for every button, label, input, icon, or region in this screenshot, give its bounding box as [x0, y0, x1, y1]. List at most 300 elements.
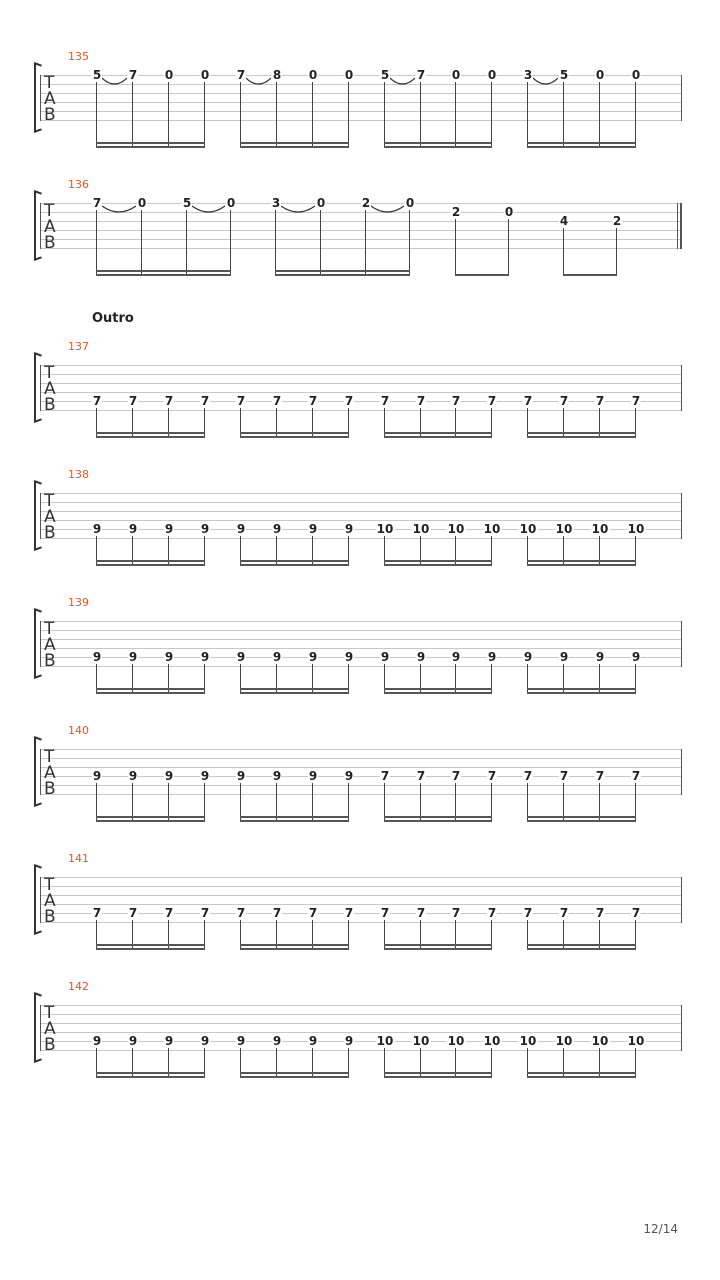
fret-number: 0: [595, 68, 605, 82]
staff-line: [40, 248, 681, 249]
beam-secondary: [527, 816, 636, 818]
beam-secondary: [384, 142, 492, 144]
barline-start: [40, 749, 41, 795]
beam-secondary: [240, 432, 349, 434]
barline-end: [681, 749, 682, 795]
tab-clef-letter: T: [44, 875, 55, 895]
staff-line: [40, 230, 681, 231]
fret-number: 10: [519, 522, 537, 536]
fret-number: 0: [405, 196, 415, 210]
fret-number: 7: [272, 906, 282, 920]
staff-line: [40, 758, 681, 759]
fret-number: 10: [376, 1034, 394, 1048]
fret-number: 10: [447, 1034, 465, 1048]
note-stem: [240, 783, 241, 820]
fret-number: 9: [272, 769, 282, 783]
fret-number: 3: [523, 68, 533, 82]
staff-line: [40, 93, 681, 94]
measure-number: 141: [68, 852, 89, 865]
fret-number: 7: [559, 769, 569, 783]
staff-line: [40, 502, 681, 503]
beam-secondary: [96, 816, 205, 818]
staff-line: [40, 221, 681, 222]
note-stem: [420, 783, 421, 820]
beam: [240, 948, 349, 950]
barline-end: [681, 365, 682, 411]
beam-secondary: [527, 560, 636, 562]
note-stem: [320, 210, 321, 274]
beam: [384, 146, 492, 148]
fret-number: 10: [519, 1034, 537, 1048]
fret-number: 7: [200, 906, 210, 920]
beam: [384, 1076, 492, 1078]
tab-clef-letter: B: [44, 779, 56, 799]
tab-clef-letter: T: [44, 619, 55, 639]
staff-line: [40, 1014, 681, 1015]
fret-number: 5: [559, 68, 569, 82]
barline-start: [40, 1005, 41, 1051]
note-stem: [96, 783, 97, 820]
note-stem: [168, 82, 169, 146]
fret-number: 9: [416, 650, 426, 664]
fret-number: 7: [523, 906, 533, 920]
fret-number: 0: [316, 196, 326, 210]
fret-number: 2: [612, 214, 622, 228]
fret-number: 7: [236, 68, 246, 82]
tie-slur: [192, 204, 225, 216]
tab-system: [0, 340, 720, 440]
tab-clef-letter: B: [44, 105, 56, 125]
note-stem: [348, 82, 349, 146]
fret-number: 9: [200, 522, 210, 536]
beam-secondary: [527, 142, 636, 144]
note-stem: [365, 210, 366, 274]
fret-number: 10: [447, 522, 465, 536]
fret-number: 7: [128, 394, 138, 408]
fret-number: 9: [523, 650, 533, 664]
fret-number: 3: [271, 196, 281, 210]
staff-line: [40, 493, 681, 494]
fret-number: 9: [380, 650, 390, 664]
beam-secondary: [240, 816, 349, 818]
fret-number: 5: [182, 196, 192, 210]
beam-secondary: [384, 560, 492, 562]
fret-number: 7: [631, 394, 641, 408]
fret-number: 9: [128, 1034, 138, 1048]
fret-number: 7: [380, 769, 390, 783]
note-stem: [616, 228, 617, 274]
fret-number: 9: [200, 1034, 210, 1048]
barline-end: [681, 1005, 682, 1051]
staff-line: [40, 538, 681, 539]
measure-number: 139: [68, 596, 89, 609]
staff-bracket: [34, 191, 44, 260]
beam: [240, 146, 349, 148]
tab-clef-letter: B: [44, 1035, 56, 1055]
note-stem: [96, 82, 97, 146]
note-stem: [455, 219, 456, 274]
fret-number: 7: [523, 769, 533, 783]
beam-secondary: [240, 142, 349, 144]
beam-secondary: [96, 142, 205, 144]
note-stem: [204, 82, 205, 146]
fret-number: 9: [559, 650, 569, 664]
fret-number: 9: [236, 769, 246, 783]
fret-number: 7: [380, 394, 390, 408]
fret-number: 7: [344, 906, 354, 920]
measure-number: 138: [68, 468, 89, 481]
fret-number: 0: [164, 68, 174, 82]
beam: [384, 948, 492, 950]
beam-secondary: [96, 560, 205, 562]
fret-number: 7: [451, 769, 461, 783]
note-stem: [491, 783, 492, 820]
barline-start: [40, 75, 41, 121]
fret-number: 7: [451, 906, 461, 920]
staff-line: [40, 1005, 681, 1006]
tab-clef-letter: B: [44, 523, 56, 543]
staff-line: [40, 1032, 681, 1033]
fret-number: 9: [236, 1034, 246, 1048]
beam: [527, 146, 636, 148]
fret-number: 9: [128, 769, 138, 783]
fret-number: 9: [92, 1034, 102, 1048]
beam-secondary: [527, 944, 636, 946]
fret-number: 9: [236, 522, 246, 536]
beam: [240, 564, 349, 566]
note-stem: [275, 210, 276, 274]
note-stem: [240, 82, 241, 146]
fret-number: 7: [487, 769, 497, 783]
barline-start: [40, 203, 41, 249]
tab-clef-letter: B: [44, 651, 56, 671]
fret-number: 10: [412, 1034, 430, 1048]
beam: [96, 948, 205, 950]
measure-number: 135: [68, 50, 89, 63]
beam: [384, 436, 492, 438]
fret-number: 0: [487, 68, 497, 82]
fret-number: 0: [226, 196, 236, 210]
note-stem: [563, 228, 564, 274]
beam: [455, 274, 509, 276]
tab-system: [0, 852, 720, 952]
tab-system: [0, 178, 720, 278]
beam: [527, 820, 636, 822]
staff-line: [40, 120, 681, 121]
beam: [96, 692, 205, 694]
fret-number: 7: [631, 906, 641, 920]
barline-start: [40, 621, 41, 667]
tab-system: [0, 724, 720, 824]
staff-line: [40, 111, 681, 112]
fret-number: 9: [128, 650, 138, 664]
tab-clef-letter: A: [44, 507, 56, 527]
fret-number: 7: [559, 394, 569, 408]
fret-number: 10: [555, 1034, 573, 1048]
fret-number: 7: [487, 394, 497, 408]
fret-number: 9: [595, 650, 605, 664]
fret-number: 9: [451, 650, 461, 664]
staff-line: [40, 383, 681, 384]
fret-number: 7: [128, 906, 138, 920]
fret-number: 9: [344, 1034, 354, 1048]
staff-line: [40, 410, 681, 411]
tab-clef-letter: T: [44, 1003, 55, 1023]
fret-number: 7: [308, 394, 318, 408]
beam-secondary: [384, 1072, 492, 1074]
fret-number: 9: [344, 522, 354, 536]
fret-number: 7: [595, 769, 605, 783]
fret-number: 0: [631, 68, 641, 82]
fret-number: 0: [308, 68, 318, 82]
note-stem: [132, 82, 133, 146]
tab-clef-letter: A: [44, 891, 56, 911]
note-stem: [312, 783, 313, 820]
beam-secondary: [384, 432, 492, 434]
barline-final-thick: [680, 203, 682, 249]
barline-start: [40, 365, 41, 411]
fret-number: 7: [595, 394, 605, 408]
fret-number: 9: [92, 769, 102, 783]
fret-number: 9: [92, 522, 102, 536]
section-label-outro: Outro: [92, 311, 134, 326]
fret-number: 7: [416, 769, 426, 783]
fret-number: 0: [451, 68, 461, 82]
tab-system: [0, 50, 720, 150]
fret-number: 7: [92, 906, 102, 920]
fret-number: 10: [591, 522, 609, 536]
beam: [240, 436, 349, 438]
fret-number: 9: [236, 650, 246, 664]
fret-number: 7: [451, 394, 461, 408]
fret-number: 9: [308, 769, 318, 783]
fret-number: 7: [200, 394, 210, 408]
fret-number: 8: [272, 68, 282, 82]
tab-clef-letter: A: [44, 217, 56, 237]
tab-system: [0, 596, 720, 696]
staff-bracket: [34, 993, 44, 1062]
note-stem: [141, 210, 142, 274]
fret-number: 9: [344, 769, 354, 783]
note-stem: [132, 783, 133, 820]
fret-number: 9: [344, 650, 354, 664]
tie-slur: [246, 76, 271, 88]
fret-number: 5: [380, 68, 390, 82]
tab-clef-letter: T: [44, 747, 55, 767]
fret-number: 0: [504, 205, 514, 219]
note-stem: [455, 783, 456, 820]
beam-secondary: [384, 688, 492, 690]
tab-clef-letter: A: [44, 89, 56, 109]
fret-number: 2: [361, 196, 371, 210]
note-stem: [563, 783, 564, 820]
barline-end: [681, 75, 682, 121]
staff-bracket: [34, 353, 44, 422]
staff-line: [40, 648, 681, 649]
note-stem: [599, 82, 600, 146]
tie-slur: [281, 204, 315, 216]
beam-secondary: [527, 432, 636, 434]
fret-number: 7: [416, 394, 426, 408]
measure-number: 140: [68, 724, 89, 737]
staff-bracket: [34, 481, 44, 550]
note-stem: [276, 82, 277, 146]
note-stem: [384, 783, 385, 820]
fret-number: 10: [412, 522, 430, 536]
fret-number: 10: [555, 522, 573, 536]
note-stem: [96, 210, 97, 274]
staff-line: [40, 621, 681, 622]
staff-line: [40, 102, 681, 103]
beam: [563, 274, 617, 276]
staff-line: [40, 1023, 681, 1024]
fret-number: 9: [164, 522, 174, 536]
beam: [240, 1076, 349, 1078]
barline-start: [40, 493, 41, 539]
fret-number: 9: [487, 650, 497, 664]
tie-slur: [371, 204, 404, 216]
measure-number: 136: [68, 178, 89, 191]
staff-line: [40, 212, 681, 213]
tab-clef-letter: B: [44, 395, 56, 415]
tie-slur: [533, 76, 558, 88]
fret-number: 9: [164, 1034, 174, 1048]
fret-number: 0: [137, 196, 147, 210]
note-stem: [635, 783, 636, 820]
tab-clef-letter: A: [44, 763, 56, 783]
fret-number: 4: [559, 214, 569, 228]
tab-clef-letter: B: [44, 907, 56, 927]
fret-number: 9: [308, 650, 318, 664]
beam-secondary: [96, 944, 205, 946]
fret-number: 7: [308, 906, 318, 920]
beam: [240, 692, 349, 694]
note-stem: [527, 82, 528, 146]
fret-number: 10: [627, 1034, 645, 1048]
fret-number: 9: [164, 650, 174, 664]
beam: [527, 1076, 636, 1078]
fret-number: 0: [200, 68, 210, 82]
fret-number: 9: [272, 1034, 282, 1048]
note-stem: [168, 783, 169, 820]
fret-number: 7: [92, 394, 102, 408]
fret-number: 7: [236, 394, 246, 408]
beam-secondary: [96, 432, 205, 434]
beam: [527, 948, 636, 950]
fret-number: 7: [416, 906, 426, 920]
staff-line: [40, 666, 681, 667]
beam: [96, 274, 231, 276]
beam-secondary: [527, 688, 636, 690]
note-stem: [635, 82, 636, 146]
barline-end: [681, 877, 682, 923]
beam: [527, 436, 636, 438]
staff-line: [40, 239, 681, 240]
note-stem: [409, 210, 410, 274]
fret-number: 9: [200, 769, 210, 783]
beam: [96, 820, 205, 822]
beam-secondary: [240, 560, 349, 562]
beam: [527, 692, 636, 694]
tab-clef-letter: T: [44, 201, 55, 221]
note-stem: [348, 783, 349, 820]
fret-number: 7: [631, 769, 641, 783]
fret-number: 7: [344, 394, 354, 408]
beam-secondary: [384, 816, 492, 818]
fret-number: 5: [92, 68, 102, 82]
beam-secondary: [240, 688, 349, 690]
fret-number: 7: [416, 68, 426, 82]
fret-number: 10: [483, 1034, 501, 1048]
measure-number: 142: [68, 980, 89, 993]
fret-number: 7: [380, 906, 390, 920]
beam-secondary: [240, 944, 349, 946]
staff-line: [40, 785, 681, 786]
fret-number: 7: [92, 196, 102, 210]
beam: [96, 146, 205, 148]
tie-slur: [390, 76, 415, 88]
staff-line: [40, 895, 681, 896]
fret-number: 9: [308, 522, 318, 536]
staff-line: [40, 904, 681, 905]
beam: [275, 274, 410, 276]
fret-number: 0: [344, 68, 354, 82]
staff-line: [40, 630, 681, 631]
note-stem: [230, 210, 231, 274]
staff-line: [40, 511, 681, 512]
beam: [96, 1076, 205, 1078]
beam: [384, 564, 492, 566]
page-number: 12/14: [643, 1222, 678, 1236]
staff-line: [40, 639, 681, 640]
staff-bracket: [34, 737, 44, 806]
fret-number: 9: [308, 1034, 318, 1048]
note-stem: [508, 219, 509, 274]
tab-clef-letter: T: [44, 73, 55, 93]
fret-number: 9: [272, 650, 282, 664]
note-stem: [276, 783, 277, 820]
note-stem: [186, 210, 187, 274]
tab-clef-letter: A: [44, 1019, 56, 1039]
note-stem: [204, 783, 205, 820]
beam: [384, 692, 492, 694]
fret-number: 7: [164, 906, 174, 920]
fret-number: 9: [164, 769, 174, 783]
staff-line: [40, 374, 681, 375]
beam: [527, 564, 636, 566]
staff-line: [40, 365, 681, 366]
fret-number: 10: [483, 522, 501, 536]
fret-number: 9: [200, 650, 210, 664]
measure-number: 137: [68, 340, 89, 353]
beam-secondary: [384, 944, 492, 946]
fret-number: 7: [272, 394, 282, 408]
fret-number: 9: [631, 650, 641, 664]
fret-number: 7: [128, 68, 138, 82]
beam: [384, 820, 492, 822]
staff-line: [40, 922, 681, 923]
beam: [96, 564, 205, 566]
fret-number: 7: [523, 394, 533, 408]
barline-start: [40, 877, 41, 923]
staff-line: [40, 877, 681, 878]
beam-secondary: [527, 1072, 636, 1074]
tab-clef-letter: T: [44, 363, 55, 383]
fret-number: 10: [376, 522, 394, 536]
beam: [240, 820, 349, 822]
fret-number: 9: [128, 522, 138, 536]
staff-line: [40, 767, 681, 768]
